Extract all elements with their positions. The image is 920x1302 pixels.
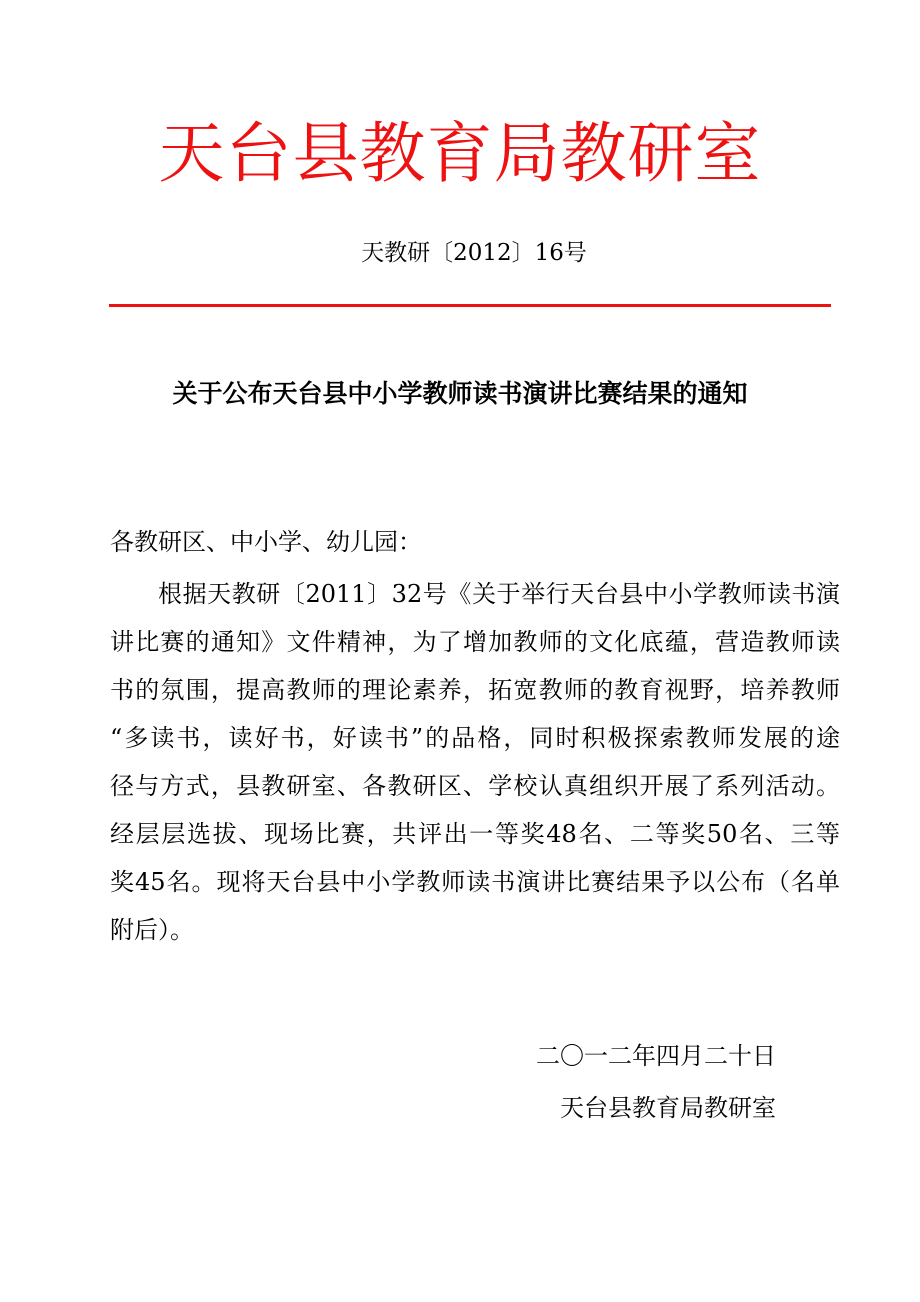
signature-date: 二〇一二年四月二十日 xyxy=(536,1042,776,1070)
salutation: 各教研区、中小学、幼儿园： xyxy=(110,528,422,556)
letterhead-org-name: 天台县教育局教研室 xyxy=(158,115,762,192)
body-line: “多读书，读好书，好读书”的品格，同时积极探索教师发展的途 xyxy=(110,724,840,752)
document-number: 天教研〔2012〕16号 xyxy=(361,240,587,266)
body-line: 附后）。 xyxy=(110,916,194,944)
letterhead-red-rule xyxy=(109,304,831,307)
body-line: 根据天教研〔2011〕32号《关于举行天台县中小学教师读书演 xyxy=(158,580,840,608)
body-line: 经层层选拔、现场比赛，共评出一等奖48名、二等奖50名、三等 xyxy=(110,820,840,848)
body-line: 书的氛围，提高教师的理论素养，拓宽教师的教育视野，培养教师 xyxy=(110,676,840,704)
signature-org: 天台县教育局教研室 xyxy=(560,1094,776,1122)
body-line: 径与方式，县教研室、各教研区、学校认真组织开展了系列活动。 xyxy=(110,772,840,800)
body-line: 讲比赛的通知》文件精神，为了增加教师的文化底蕴，营造教师读 xyxy=(110,628,840,656)
notice-title: 关于公布天台县中小学教师读书演讲比赛结果的通知 xyxy=(172,379,748,408)
notice-body xyxy=(110,570,840,954)
body-line: 奖45名。现将天台县中小学教师读书演讲比赛结果予以公布（名单 xyxy=(110,868,840,896)
